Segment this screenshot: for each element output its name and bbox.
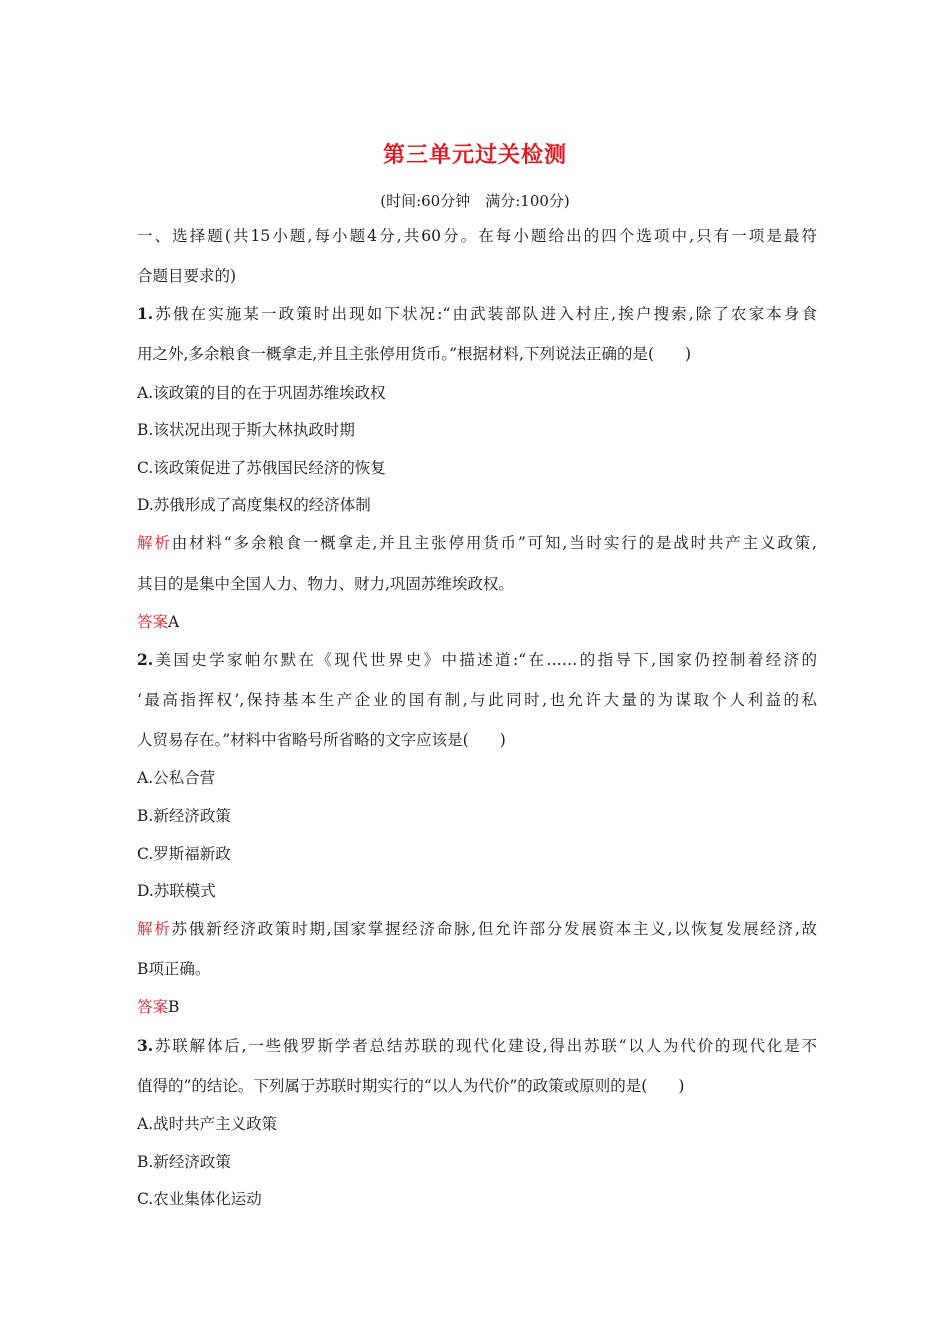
question-3-option-c: C.农业集体化运动 [137, 1190, 262, 1208]
question-2-option-b: B.新经济政策 [137, 807, 231, 825]
question-1-option-c: C.该政策促进了苏俄国民经济的恢复 [137, 459, 386, 477]
question-1-answer: A [168, 613, 180, 631]
question-1-analysis-text-1: 由材料“多余粮食一概拿走,并且主张停用货币”可知,当时实行的是战时共产主义政策, [171, 534, 817, 552]
question-2-answer: B [168, 998, 180, 1016]
question-1-option-d: D.苏俄形成了高度集权的经济体制 [137, 496, 371, 514]
question-1-analysis-label: 解析 [137, 534, 172, 552]
question-2-analysis-line-1 [137, 919, 817, 939]
question-2-option-a: A.公私合营 [137, 769, 216, 787]
section-intro-line-2: 合题目要求的) [137, 267, 237, 285]
question-2-option-d: D.苏联模式 [137, 882, 216, 900]
question-2-answer-line [137, 997, 817, 1017]
question-2-analysis-text-1: 苏俄新经济政策时期,国家掌握经济命脉,但允许部分发展资本主义,以恢复发展经济,故 [171, 920, 817, 938]
question-3-stem-text-1: 苏联解体后,一些俄罗斯学者总结苏联的现代化建设,得出苏联“以人为代价的现代化是不 [153, 1037, 817, 1055]
question-1-stem-text-1: 苏俄在实施某一政策时出现如下状况:“由武装部队进入村庄,挨户搜索,除了农家本身食 [153, 305, 817, 323]
question-2-number: 2. [137, 650, 154, 669]
question-3-option-b: B.新经济政策 [137, 1153, 231, 1171]
question-2-stem-line-1 [137, 650, 817, 670]
question-3-stem-line-2: 值得的”的结论。下列属于苏联时期实行的“以人为代价”的政策或原则的是( ) [137, 1077, 685, 1095]
question-2-analysis-label: 解析 [137, 920, 172, 938]
exam-time-score: (时间:60分钟 满分:100分) [380, 192, 570, 210]
question-2-stem-line-2: ‘最高指挥权’,保持基本生产企业的国有制,与此同时,也允许大量的为谋取个人利益的私 [137, 691, 817, 709]
question-3-stem-line-1 [137, 1036, 817, 1056]
section-intro-line-1: 一、选择题(共15小题,每小题4分,共60分。在每小题给出的四个选项中,只有一项是最符 [137, 227, 817, 245]
question-1-option-a: A.该政策的目的在于巩固苏维埃政权 [137, 384, 386, 402]
question-2-stem-line-3: 人贸易存在。”材料中省略号所省略的文字应该是( ) [137, 731, 506, 749]
question-3-number: 3. [137, 1036, 154, 1055]
question-2-analysis-line-2: B项正确。 [137, 960, 211, 978]
question-1-number: 1. [137, 304, 154, 323]
question-1-stem-line-2: 用之外,多余粮食一概拿走,并且主张停用货币。”根据材料,下列说法正确的是( ) [137, 345, 692, 363]
question-3-option-a: A.战时共产主义政策 [137, 1115, 278, 1133]
question-1-option-b: B.该状况出现于斯大林执政时期 [137, 421, 355, 439]
question-1-analysis-line-2: 其目的是集中全国人力、物力、财力,巩固苏维埃政权。 [137, 575, 514, 593]
question-2-stem-text-1: 美国史学家帕尔默在《现代世界史》中描述道:“在……的指导下,国家仍控制着经济的 [153, 651, 817, 669]
page-title: 第三单元过关检测 [382, 143, 567, 168]
question-1-answer-line [137, 612, 817, 632]
question-2-option-c: C.罗斯福新政 [137, 845, 231, 863]
question-1-stem-line-1 [137, 304, 817, 324]
question-1-analysis-line-1 [137, 533, 817, 553]
question-1-answer-label: 答案 [137, 613, 169, 631]
question-2-answer-label: 答案 [137, 998, 169, 1016]
